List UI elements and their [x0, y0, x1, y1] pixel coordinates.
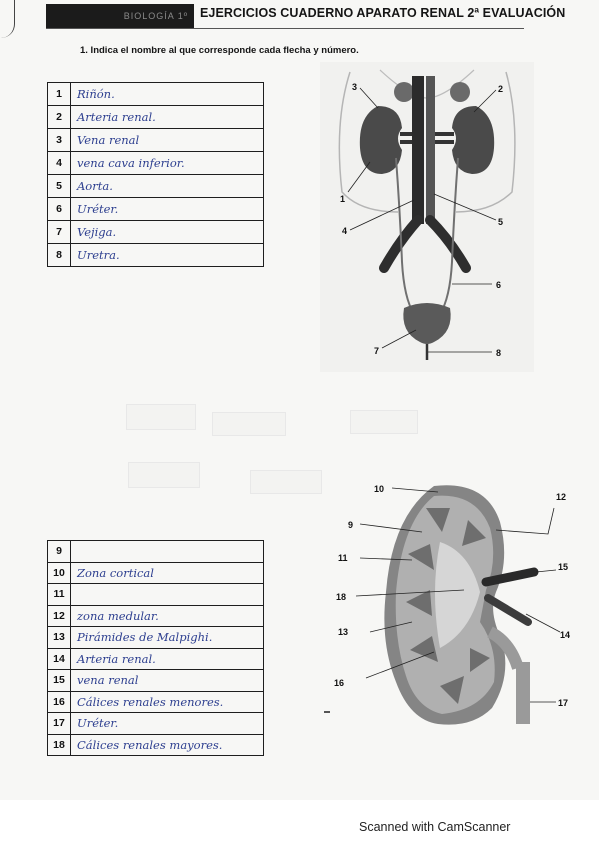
row-number: 12 [48, 605, 71, 627]
handwritten-answer: Pirámides de Malpighi. [71, 627, 264, 649]
table-row [48, 198, 264, 221]
table-row [48, 734, 264, 756]
show-through-box [350, 410, 418, 434]
handwritten-answer: vena cava inferior. [71, 152, 264, 175]
diagram-label: 16 [334, 678, 345, 688]
row-number: 9 [48, 541, 71, 563]
adrenal-gland [450, 82, 470, 102]
table-row [48, 584, 264, 606]
row-number: 7 [48, 221, 71, 244]
row-number: 13 [48, 627, 71, 649]
row-number: 5 [48, 175, 71, 198]
diagram-label: 14 [560, 630, 571, 640]
row-number: 2 [48, 106, 71, 129]
inferior-vena-cava [412, 76, 424, 224]
row-number: 1 [48, 83, 71, 106]
diagram-label: 7 [374, 346, 380, 356]
row-number: 11 [48, 584, 71, 606]
handwritten-answer: Uretra. [71, 244, 264, 267]
exercise-instruction: 1. Indica el nombre al que corresponde cada flecha y número. [80, 45, 359, 56]
diagram-label: 1 [340, 194, 346, 204]
diagram-label: 3 [352, 82, 358, 92]
table-row [48, 541, 264, 563]
diagram-label: 5 [498, 217, 504, 227]
row-number: 8 [48, 244, 71, 267]
table-row [48, 83, 264, 106]
show-through-box [128, 462, 200, 488]
row-number: 3 [48, 129, 71, 152]
table-row [48, 129, 264, 152]
handwritten-answer: Zona cortical [71, 562, 264, 584]
kidney-section-diagram [330, 472, 586, 734]
row-number: 17 [48, 713, 71, 735]
row-number: 14 [48, 648, 71, 670]
diagram-label: 18 [336, 592, 347, 602]
handwritten-answer: Vena renal [71, 129, 264, 152]
row-number: 18 [48, 734, 71, 756]
handwritten-answer: vena renal [71, 670, 264, 692]
diagram-label: 15 [558, 562, 569, 572]
row-number: 16 [48, 691, 71, 713]
table-row [48, 605, 264, 627]
handwritten-answer: Riñón. [71, 83, 264, 106]
handwritten-answer [71, 541, 264, 563]
handwritten-answer: Vejiga. [71, 221, 264, 244]
diagram-label: 9 [348, 520, 354, 530]
handwritten-answer: Cálices renales mayores. [71, 734, 264, 756]
diagram-label: 17 [558, 698, 569, 708]
table-row [48, 221, 264, 244]
row-number: 4 [48, 152, 71, 175]
handwritten-answer: Cálices renales menores. [71, 691, 264, 713]
table-row [48, 175, 264, 198]
diagram-label: 12 [556, 492, 567, 502]
diagram-label: 6 [496, 280, 502, 290]
diagram-label: 11 [338, 553, 348, 563]
title-underline [46, 28, 524, 29]
handwritten-answer: zona medular. [71, 605, 264, 627]
handwritten-answer [71, 584, 264, 606]
ureter-tube [516, 662, 530, 724]
row-number: 6 [48, 198, 71, 221]
stray-mark [324, 711, 330, 713]
urinary-system-diagram [320, 62, 534, 372]
diagram-label: 4 [342, 226, 348, 236]
header-band-text: BIOLOGÍA 1º [123, 11, 188, 21]
aorta [426, 76, 435, 224]
table-row [48, 627, 264, 649]
header-band [46, 4, 194, 28]
diagram-label: 10 [374, 484, 385, 494]
answers-table-kidney-section [47, 540, 264, 756]
handwritten-answer: Arteria renal. [71, 106, 264, 129]
table-row [48, 106, 264, 129]
show-through-box [126, 404, 196, 430]
diagram-label: 13 [338, 627, 349, 637]
table-row [48, 152, 264, 175]
handwritten-answer: Aorta. [71, 175, 264, 198]
adrenal-gland [394, 82, 414, 102]
show-through-box [212, 412, 286, 436]
table-row [48, 244, 264, 267]
row-number: 15 [48, 670, 71, 692]
table-row [48, 713, 264, 735]
table-row [48, 648, 264, 670]
handwritten-answer: Uréter. [71, 198, 264, 221]
answers-table-urinary-system [47, 82, 264, 267]
page-title: EJERCICIOS CUADERNO APARATO RENAL 2ª EVALUACIÓN [200, 6, 566, 20]
diagram-label: 8 [496, 348, 502, 358]
row-number: 10 [48, 562, 71, 584]
handwritten-answer: Arteria renal. [71, 648, 264, 670]
table-row [48, 691, 264, 713]
table-row [48, 670, 264, 692]
show-through-box [250, 470, 322, 494]
scanner-footer: Scanned with CamScanner [359, 820, 511, 834]
handwritten-answer: Uréter. [71, 713, 264, 735]
diagram-label: 2 [498, 84, 504, 94]
table-row [48, 562, 264, 584]
